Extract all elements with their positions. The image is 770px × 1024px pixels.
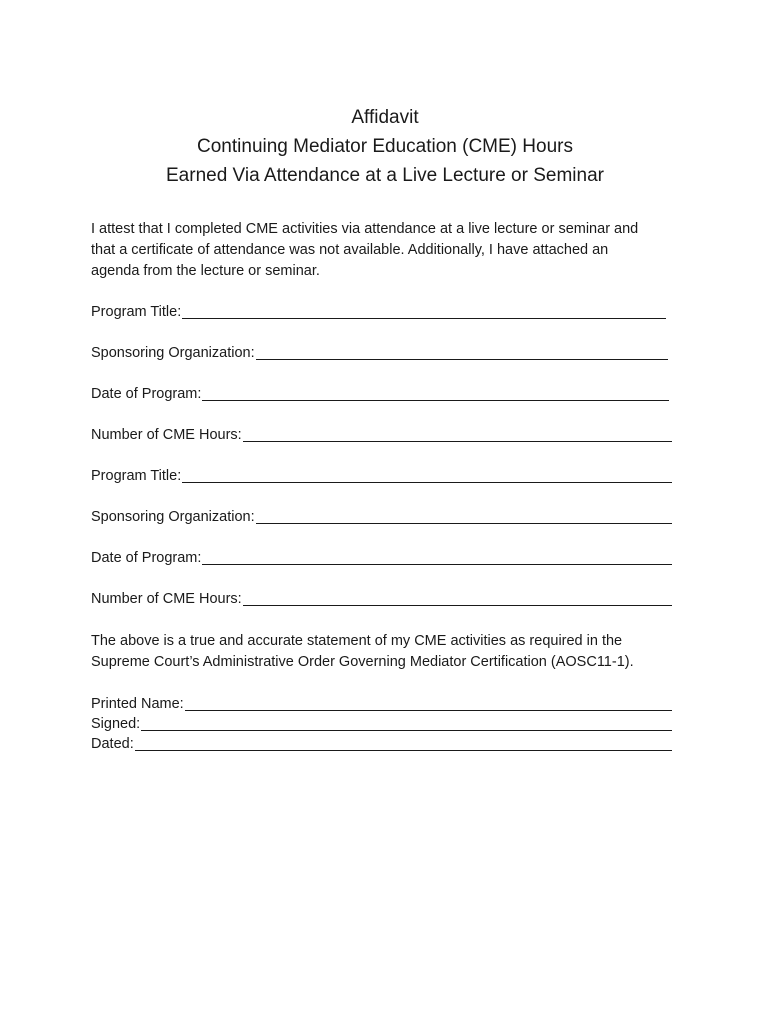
sponsoring-organization-field-1 bbox=[91, 343, 668, 363]
printed-name-input-line[interactable] bbox=[185, 695, 672, 711]
number-of-cme-hours-field-1 bbox=[91, 425, 672, 445]
dated-field bbox=[91, 734, 672, 754]
date-of-program-label: Date of Program: bbox=[91, 386, 202, 402]
program-title-field-1 bbox=[91, 302, 666, 322]
attestation-paragraph bbox=[91, 219, 681, 282]
dated-label: Dated: bbox=[91, 736, 134, 752]
title-line-cme-hours: Continuing Mediator Education (CME) Hours bbox=[197, 136, 573, 157]
number-of-cme-hours-label: Number of CME Hours: bbox=[91, 591, 242, 607]
sponsoring-organization-input-line[interactable] bbox=[256, 508, 672, 524]
signature-input-line[interactable] bbox=[141, 715, 672, 731]
sponsoring-organization-label: Sponsoring Organization: bbox=[91, 509, 255, 525]
printed-name-field bbox=[91, 694, 672, 714]
statement-line: Supreme Court’s Administrative Order Governing Mediator Certification (AOSC11-1). bbox=[91, 654, 634, 670]
number-of-cme-hours-field-2 bbox=[91, 589, 672, 609]
program-title-label: Program Title: bbox=[91, 468, 182, 484]
sponsoring-organization-label: Sponsoring Organization: bbox=[91, 345, 255, 361]
signed-field bbox=[91, 714, 672, 734]
date-of-program-field-2 bbox=[91, 548, 672, 568]
accuracy-statement bbox=[91, 631, 681, 673]
sponsoring-organization-field-2 bbox=[91, 507, 672, 527]
sponsoring-organization-input-line[interactable] bbox=[256, 344, 668, 360]
date-of-program-field-1 bbox=[91, 384, 669, 404]
program-title-field-2 bbox=[91, 466, 672, 486]
signed-label: Signed: bbox=[91, 716, 141, 732]
program-title-label: Program Title: bbox=[91, 304, 182, 320]
number-of-cme-hours-input-line[interactable] bbox=[243, 426, 672, 442]
date-of-program-input-line[interactable] bbox=[202, 385, 669, 401]
attestation-line: agenda from the lecture or seminar. bbox=[91, 263, 320, 279]
document-title bbox=[0, 103, 770, 190]
program-title-input-line[interactable] bbox=[182, 467, 672, 483]
number-of-cme-hours-label: Number of CME Hours: bbox=[91, 427, 242, 443]
title-line-attendance: Earned Via Attendance at a Live Lecture or Seminar bbox=[166, 165, 604, 186]
statement-line: The above is a true and accurate statement of my CME activities as required in the bbox=[91, 633, 623, 649]
date-of-program-input-line[interactable] bbox=[202, 549, 672, 565]
date-of-program-label: Date of Program: bbox=[91, 550, 202, 566]
title-line-affidavit: Affidavit bbox=[351, 107, 419, 128]
program-title-input-line[interactable] bbox=[182, 303, 666, 319]
number-of-cme-hours-input-line[interactable] bbox=[243, 590, 672, 606]
printed-name-label: Printed Name: bbox=[91, 696, 184, 712]
attestation-line: that a certificate of attendance was not available. Additionally, I have attached an bbox=[91, 242, 609, 258]
dated-input-line[interactable] bbox=[135, 735, 672, 751]
attestation-line: I attest that I completed CME activities via attendance at a live lecture or seminar and bbox=[91, 221, 639, 237]
